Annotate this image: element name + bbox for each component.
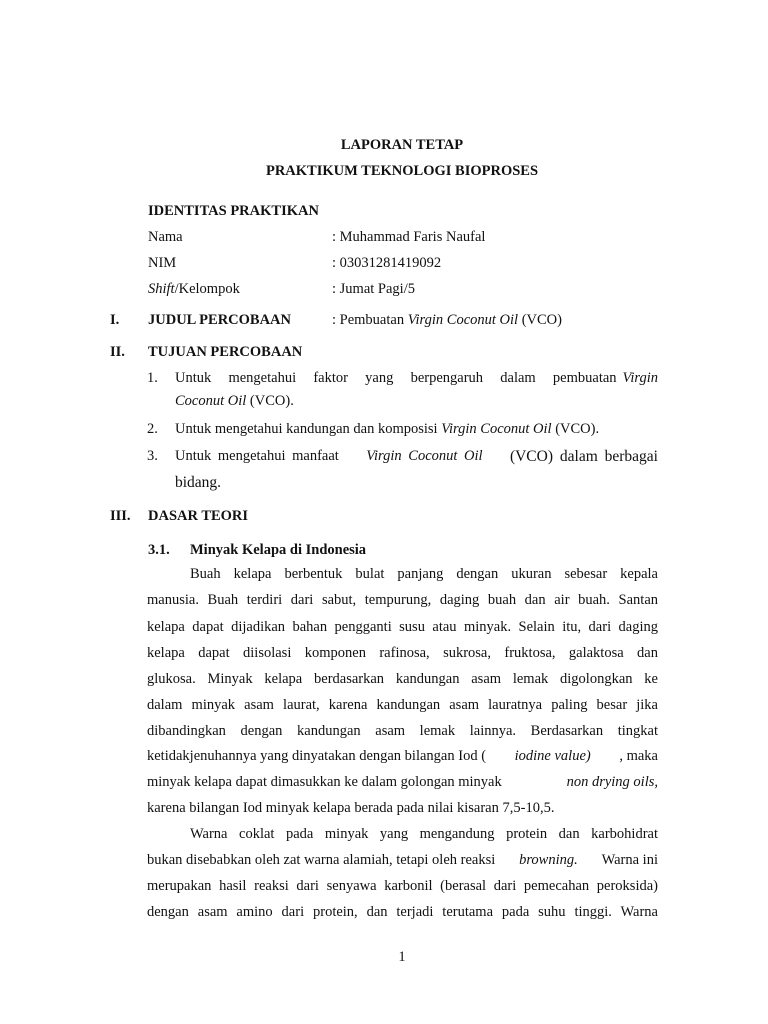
p1-l9-prefix: minyak kelapa dapat dimasukkan ke dalam golongan minyak (147, 774, 502, 790)
objective-3-number: 3. (147, 448, 158, 464)
identity-heading: IDENTITAS PRAKTIKAN (148, 203, 319, 219)
section-1-value-italic: Virgin Coconut Oil (407, 312, 519, 328)
identity-nim-value: : 03031281419092 (332, 255, 442, 271)
objective-1-italic-a: Virgin (622, 370, 658, 386)
objective-2-prefix: Untuk mengetahui kandungan dan komposisi (175, 421, 442, 437)
identity-shift-value: : Jumat Pagi/5 (332, 281, 415, 297)
objective-3-prefix: Untuk mengetahui manfaat (175, 448, 339, 464)
paragraph-1-line-1 (190, 566, 658, 583)
paragraph-2-line-3 (147, 878, 658, 895)
p1-l5: glukosa. Minyak kelapa berdasarkan kandungan asam lemak digolongkan ke (147, 671, 658, 687)
section-1-value (332, 312, 562, 329)
paragraph-1-line-10: karena bilangan Iod minyak kelapa berada pada nilai kisaran 7,5-10,5. (147, 800, 555, 816)
subsection-heading: Minyak Kelapa di Indonesia (190, 542, 367, 558)
p1-l4: kelapa dapat diisolasi komponen rafinosa, sukrosa, fruktosa, galaktosa dan (147, 645, 658, 661)
objective-2-number: 2. (147, 421, 158, 437)
section-3-heading: DASAR TEORI (148, 508, 249, 524)
p2-l1: Warna coklat pada minyak yang mengandung protein dan karbohidrat (190, 826, 658, 842)
subsection-number: 3.1. (148, 542, 170, 558)
p2-l2-prefix: bukan disebabkan oleh zat warna alamiah, tetapi oleh reaksi (147, 852, 496, 868)
p1-l8-suffix: , maka (619, 748, 658, 764)
p2-l3: merupakan hasil reaksi dari senyawa karbonil (berasal dari pemecahan peroksida) (147, 878, 658, 894)
objective-3-suffix: (VCO) dalam berbagai (509, 448, 658, 465)
p1-l9-italic: non drying oils, (566, 774, 658, 790)
paragraph-1-line-3 (147, 619, 658, 636)
paragraph-2-line-2 (147, 852, 658, 869)
paragraph-1-line-2 (147, 592, 658, 609)
objective-1-text: Untuk mengetahui faktor yang berpengaruh dalam pembuatan (175, 370, 617, 386)
section-1-heading: JUDUL PERCOBAAN (148, 312, 291, 328)
section-1-number: I. (110, 312, 120, 328)
objective-1-rest: (VCO). (246, 393, 294, 409)
identity-shift-label (148, 281, 240, 298)
objective-1-line1 (175, 370, 658, 387)
p1-l6: dalam minyak asam laurat, karena kandungan asam lauratnya paling besar jika (147, 697, 658, 713)
paragraph-1-line-7 (147, 723, 658, 740)
shift-italic: Shift (148, 281, 175, 297)
objective-2-suffix: (VCO). (551, 421, 600, 437)
p1-l1: Buah kelapa berbentuk bulat panjang dengan ukuran sebesar kepala (190, 566, 658, 582)
objective-1-line2 (175, 393, 294, 410)
p2-l2-italic: browning. (519, 852, 578, 868)
objective-3-line2: bidang. (175, 474, 222, 491)
objective-3-italic: Virgin Coconut Oil (366, 448, 483, 464)
shift-rest: /Kelompok (174, 281, 240, 297)
p1-l8-prefix: ketidakjenuhannya yang dinyatakan dengan bilangan Iod ( (147, 748, 487, 764)
objective-3-line1 (175, 448, 658, 466)
identity-name-value: : Muhammad Faris Naufal (332, 229, 486, 245)
report-subtitle: PRAKTIKUM TEKNOLOGI BIOPROSES (265, 163, 539, 179)
identity-name-label: Nama (148, 229, 183, 245)
p1-l2: manusia. Buah terdiri dari sabut, tempurung, daging buah dan air buah. Santan (147, 592, 658, 608)
p2-l4: dengan asam amino dari protein, dan terjadi terutama pada suhu tinggi. Warna (147, 904, 658, 920)
objective-2-text (175, 421, 599, 438)
paragraph-1-line-6 (147, 697, 658, 714)
p1-l8-italic: iodine value) (514, 748, 591, 764)
objective-1-number: 1. (147, 370, 158, 386)
identity-nim-label: NIM (148, 255, 177, 271)
paragraph-2-line-1 (190, 826, 658, 843)
paragraph-1-line-8 (147, 748, 658, 765)
p1-l7: dibandingkan dengan kandungan asam lemak lainnya. Berdasarkan tingkat (147, 723, 658, 739)
section-2-number: II. (110, 344, 125, 360)
section-1-value-prefix: : Pembuatan (332, 312, 408, 328)
paragraph-1-line-4 (147, 645, 658, 662)
section-1-value-suffix: (VCO) (518, 312, 562, 328)
section-2-heading: TUJUAN PERCOBAAN (148, 344, 303, 360)
paragraph-2-line-4 (147, 904, 658, 921)
objective-1-italic-b: Coconut Oil (175, 393, 247, 409)
paragraph-1-line-5 (147, 671, 658, 688)
objective-2-italic: Virgin Coconut Oil (441, 421, 552, 437)
page-number: 1 (398, 949, 406, 965)
paragraph-1-line-9 (147, 774, 658, 791)
p1-l3: kelapa dapat dijadikan bahan pengganti susu atau minyak. Selain itu, dari daging (147, 619, 658, 635)
p2-l2-suffix: Warna ini (601, 852, 658, 868)
section-3-number: III. (110, 508, 131, 524)
report-title: LAPORAN TETAP (340, 137, 464, 153)
